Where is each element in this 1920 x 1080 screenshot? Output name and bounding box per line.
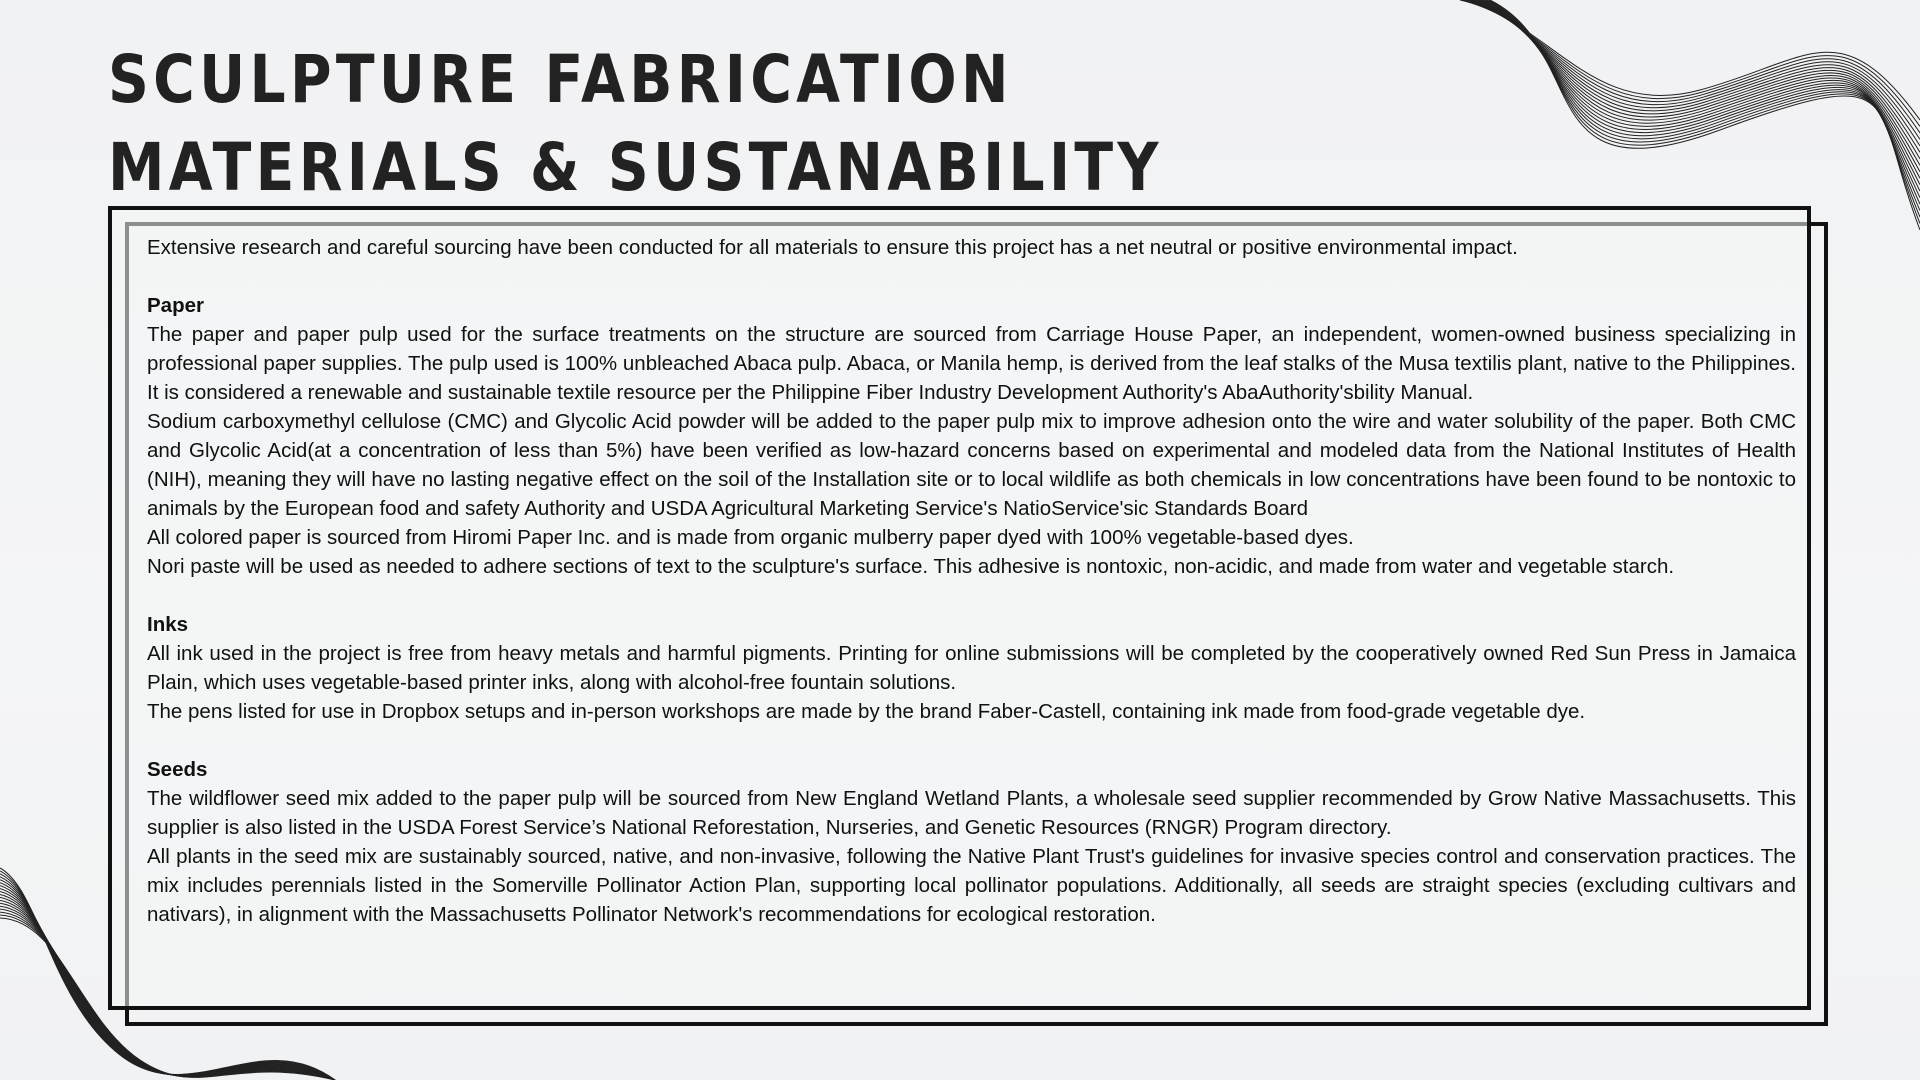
title-line-1: SCULPTURE FABRICATION xyxy=(108,41,1013,118)
wave-line xyxy=(1465,0,1920,139)
paper-paragraph-4: Nori paste will be used as needed to adhere sections of text to the sculpture's surface. This adhesive is nontoxic, non-acidic, and made from water and vegetable starch. xyxy=(147,555,1675,578)
wave-line xyxy=(1485,0,1920,211)
content-body xyxy=(147,233,1796,929)
paper-paragraph-1: The paper and paper pulp used for the surface treatments on the structure are sourced from Carriage House Paper, an independent, women-owned business specializing in professional paper supplies. The pulp used is 100% unbleached Abaca pulp. Abaca, or Manila hemp, is derived from the leaf stalks of the Musa textilis plant, native to the Philippines. It is considered a renewable and sustainable textile resource per the Philippine Fiber Industry Development Authority's AbaAuthority'sbility Manual. xyxy=(147,323,1796,404)
section-heading-seeds: Seeds xyxy=(147,758,208,781)
paper-paragraph-2: Sodium carboxymethyl cellulose (CMC) and Glycolic Acid powder will be added to the paper pulp mix to improve adhesion onto the wire and water solubility of the paper. Both CMC and Glycolic Acid(at a concentration of less than 5%) have been verified as low-hazard concerns based on experimental and modeled data from the National Institutes of Health (NIH), meaning they will have no lasting negative effect on the soil of the Installation site or to local wildlife as both chemicals in low concentrations have been found to be nontoxic to animals by the European food and safety Authority and USDA Agricultural Marketing Service's NatioService'sic Standards Board xyxy=(147,410,1796,520)
wave-line xyxy=(1481,0,1920,198)
wave-line xyxy=(1486,0,1920,217)
wave-line xyxy=(1464,0,1920,133)
wave-line xyxy=(1471,0,1920,159)
inks-paragraph-2: The pens listed for use in Dropbox setups and in-person workshops are made by the brand Faber-Castell, containing ink made from food-grade vegetable dye. xyxy=(147,700,1586,723)
seeds-paragraph-1: The wildflower seed mix added to the paper pulp will be sourced from New England Wetland Plants, a wholesale seed supplier recommended by Grow Native Massachusetts. This supplier is also listed in the USDA Forest Service’s National Reforestation, Nurseries, and Genetic Resources (RNGR) Program directory. xyxy=(147,787,1796,839)
wave-line xyxy=(1488,0,1920,224)
section-heading-paper: Paper xyxy=(147,294,204,317)
wave-line xyxy=(1478,0,1920,185)
wave-line xyxy=(1462,0,1920,126)
wave-line xyxy=(1490,0,1920,230)
wave-line xyxy=(1467,0,1920,146)
seeds-paragraph-2: All plants in the seed mix are sustainably sourced, native, and non-invasive, following the Native Plant Trust's guidelines for invasive species control and conservation practices. The mix includes perennials listed in the Somerville Pollinator Action Plan, supporting local pollinator populations. Additionally, all seeds are straight species (excluding cultivars and nativars), in alignment with the Massachusetts Pollinator Network's recommendations for ecological restoration. xyxy=(147,845,1796,926)
wave-line xyxy=(1469,0,1920,152)
page-title xyxy=(108,36,1308,212)
wave-line xyxy=(1472,0,1920,165)
wave-line xyxy=(1479,0,1920,191)
inks-paragraph-1: All ink used in the project is free from heavy metals and harmful pigments. Printing for online submissions will be completed by the cooperatively owned Red Sun Press in Jamaica Plain, which uses vegetable-based printer inks, along with alcohol-free fountain solutions. xyxy=(147,642,1796,694)
intro-text: Extensive research and careful sourcing have been conducted for all materials to ensure this project has a net neutral or positive environmental impact. xyxy=(147,236,1518,259)
wave-line xyxy=(1476,0,1920,178)
section-heading-inks: Inks xyxy=(147,613,189,636)
paper-paragraph-3: All colored paper is sourced from Hiromi Paper Inc. and is made from organic mulberry paper dyed with 100% vegetable-based dyes. xyxy=(147,526,1354,549)
wave-line xyxy=(1483,0,1920,204)
wave-line xyxy=(1460,0,1920,120)
title-line-2: MATERIALS & SUSTANABILITY xyxy=(108,129,1163,206)
wave-line xyxy=(1474,0,1920,172)
